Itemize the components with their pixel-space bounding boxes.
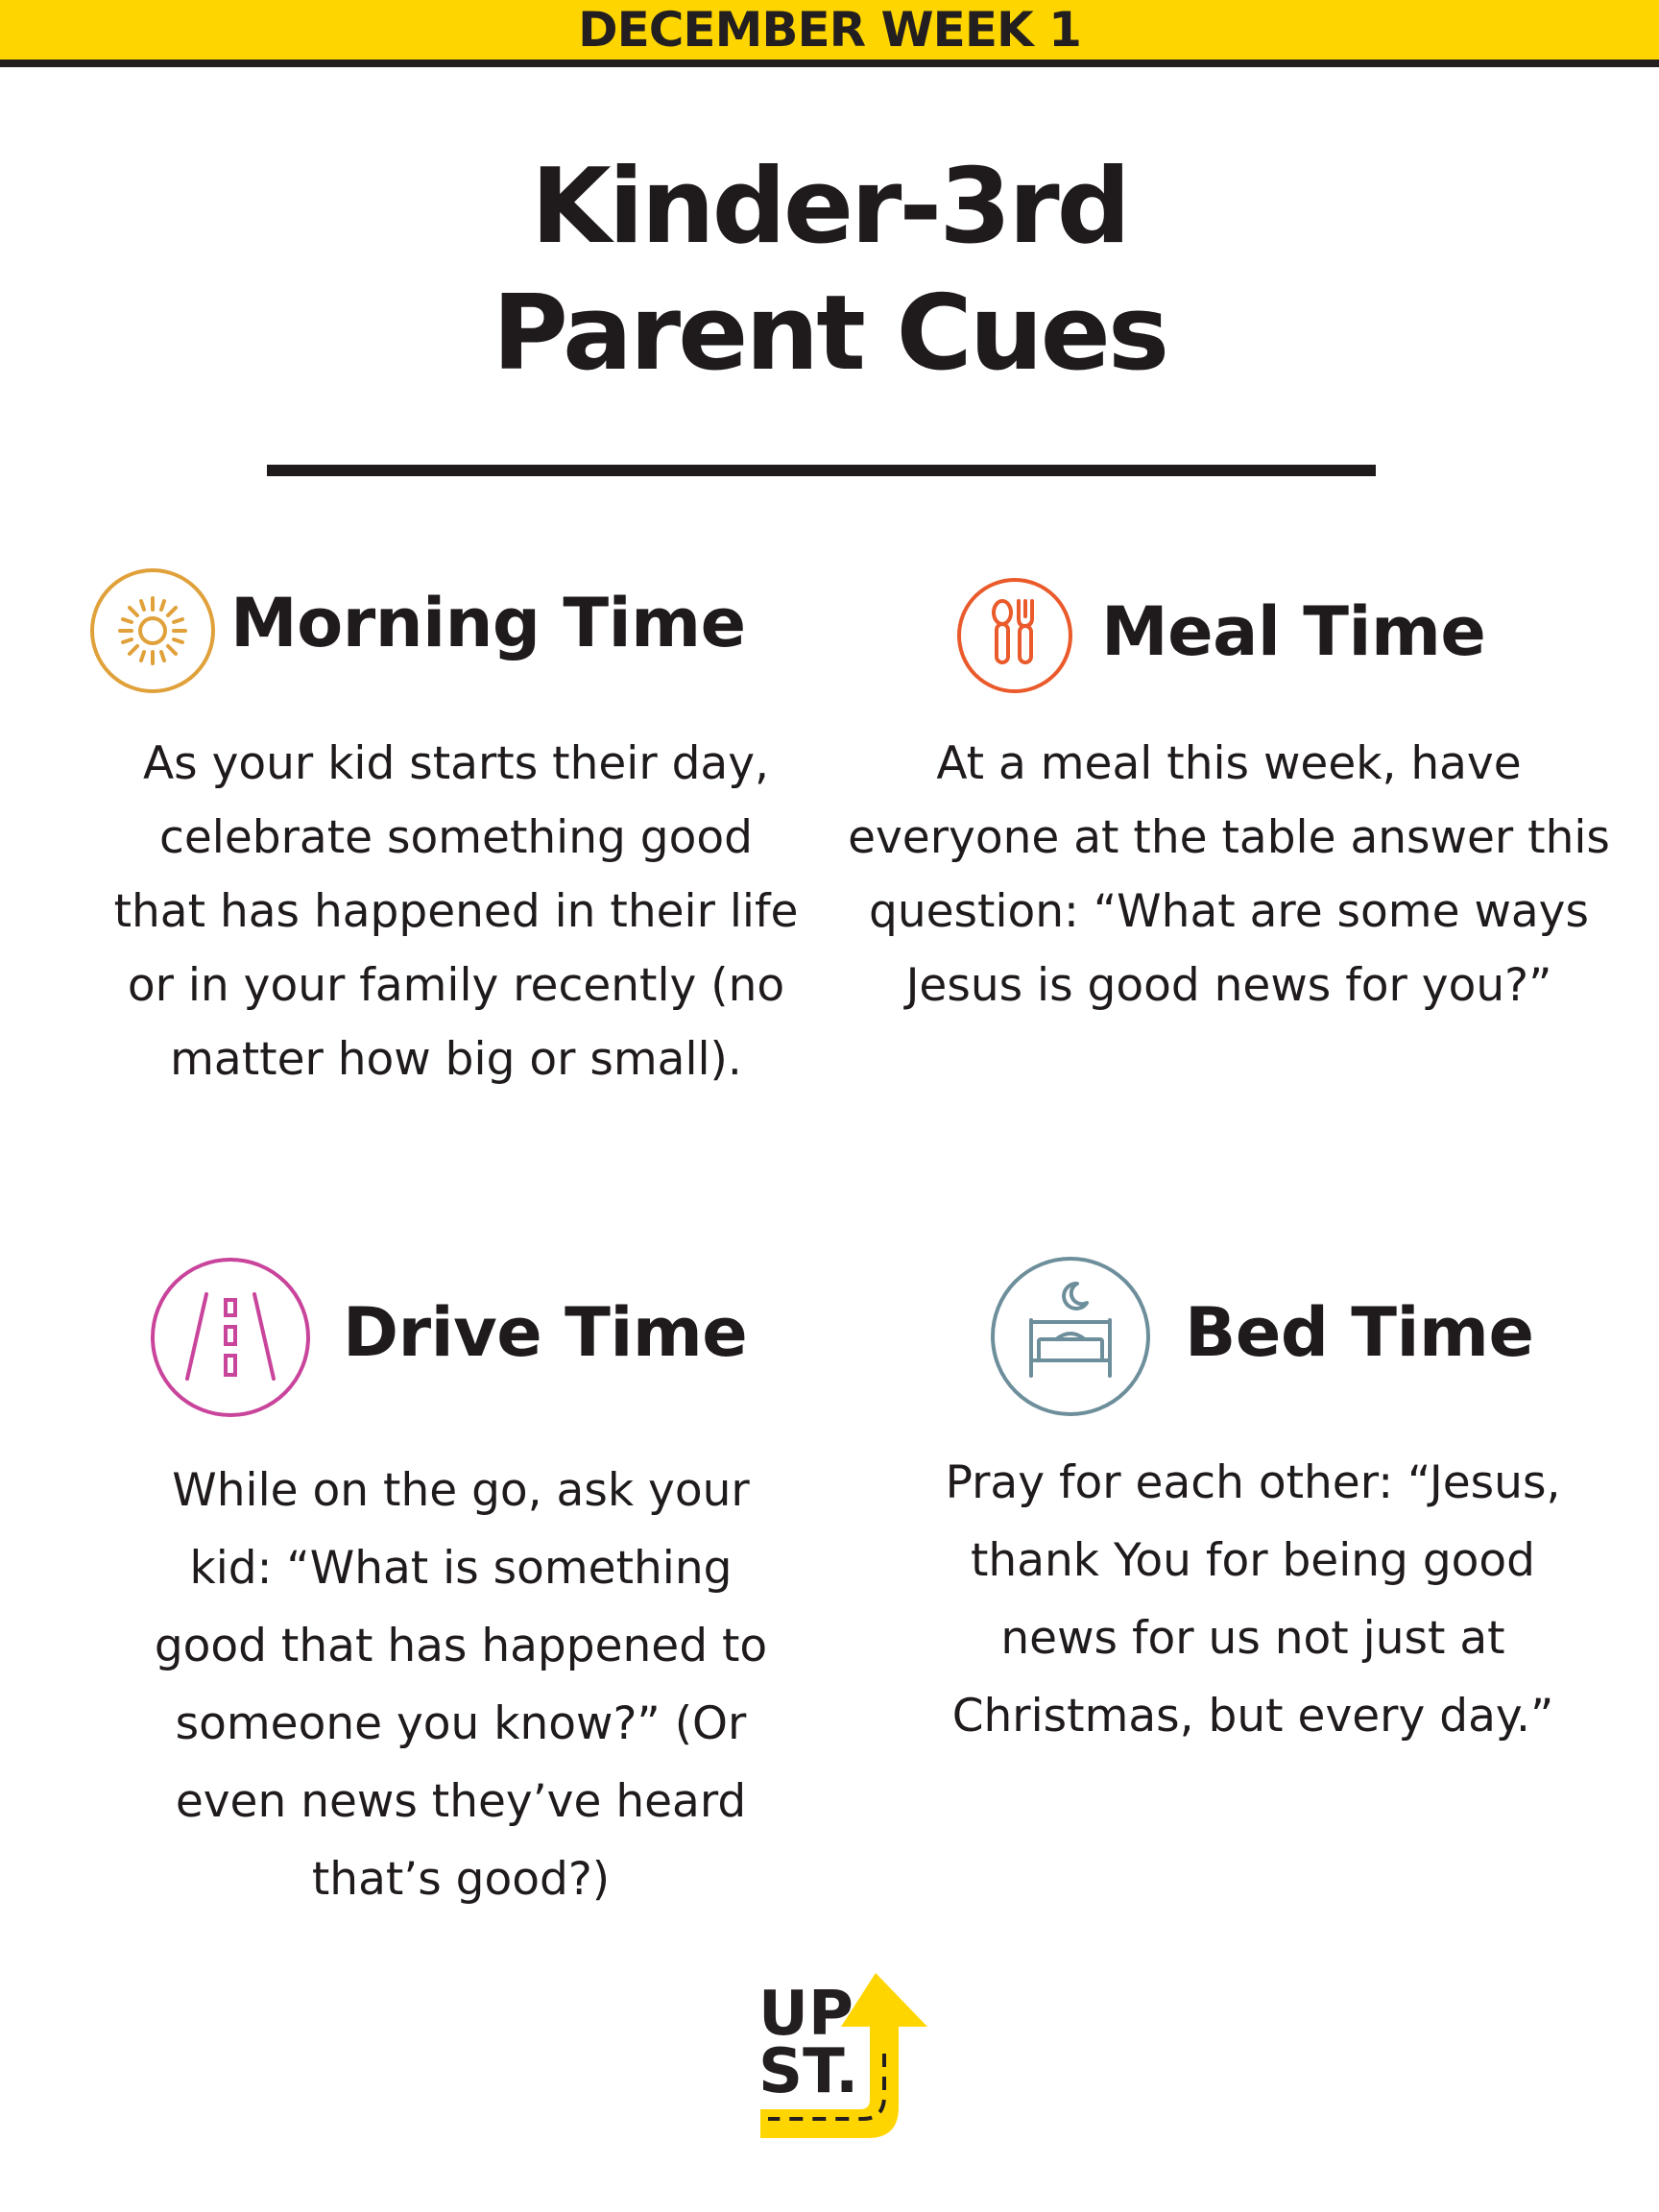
- morning-line-5: matter how big or small).: [170, 1033, 742, 1086]
- banner-label: DECEMBER WEEK 1: [578, 2, 1081, 58]
- upstreet-logo: [753, 1973, 935, 2151]
- bed-line-2: thank You for being good: [970, 1534, 1536, 1587]
- bed-line-1: Pray for each other: “Jesus,: [945, 1456, 1561, 1509]
- logo-line-2: ST.: [758, 2036, 859, 2107]
- bed-time-text: [869, 1444, 1637, 1755]
- title-divider: [267, 465, 1376, 476]
- meal-time-heading: Meal Time: [1101, 592, 1486, 671]
- morning-time-text: [86, 727, 826, 1096]
- meal-line-1: At a meal this week, have: [936, 737, 1522, 790]
- morning-line-2: celebrate something good: [159, 811, 753, 864]
- bed-time-heading: Bed Time: [1185, 1293, 1534, 1372]
- morning-line-1: As your kid starts their day,: [143, 737, 769, 790]
- road-icon: [149, 1256, 312, 1419]
- drive-line-2: kid: “What is something: [189, 1542, 733, 1595]
- drive-line-1: While on the go, ask your: [172, 1464, 750, 1517]
- top-banner: [0, 0, 1659, 67]
- drive-line-5: even news they’ve heard: [175, 1775, 747, 1828]
- drive-line-6: that’s good?): [311, 1853, 611, 1906]
- drive-line-3: good that has happened to: [154, 1620, 768, 1672]
- bed-line-4: Christmas, but every day.”: [951, 1690, 1554, 1743]
- page-title: [0, 144, 1659, 397]
- sun-icon: [88, 566, 217, 695]
- bed-moon-icon: [989, 1255, 1152, 1418]
- meal-time-text: [821, 727, 1637, 1022]
- page-title-line-2: Parent Cues: [492, 274, 1167, 394]
- logo-line-1: UP: [758, 1979, 854, 2050]
- meal-line-2: everyone at the table answer this: [848, 811, 1610, 864]
- bed-line-3: news for us not just at: [1000, 1612, 1505, 1665]
- page-title-line-1: Kinder-3rd: [531, 147, 1128, 267]
- drive-time-heading: Drive Time: [343, 1293, 748, 1372]
- morning-line-3: that has happened in their life: [113, 885, 799, 938]
- drive-line-4: someone you know?” (Or: [175, 1697, 747, 1750]
- meal-line-3: question: “What are some ways: [869, 885, 1589, 938]
- morning-line-4: or in your family recently (no: [127, 959, 785, 1012]
- meal-line-4: Jesus is good news for you?”: [905, 959, 1552, 1012]
- drive-time-text: [101, 1452, 821, 1918]
- utensils-icon: [955, 576, 1074, 695]
- morning-time-heading: Morning Time: [230, 584, 746, 662]
